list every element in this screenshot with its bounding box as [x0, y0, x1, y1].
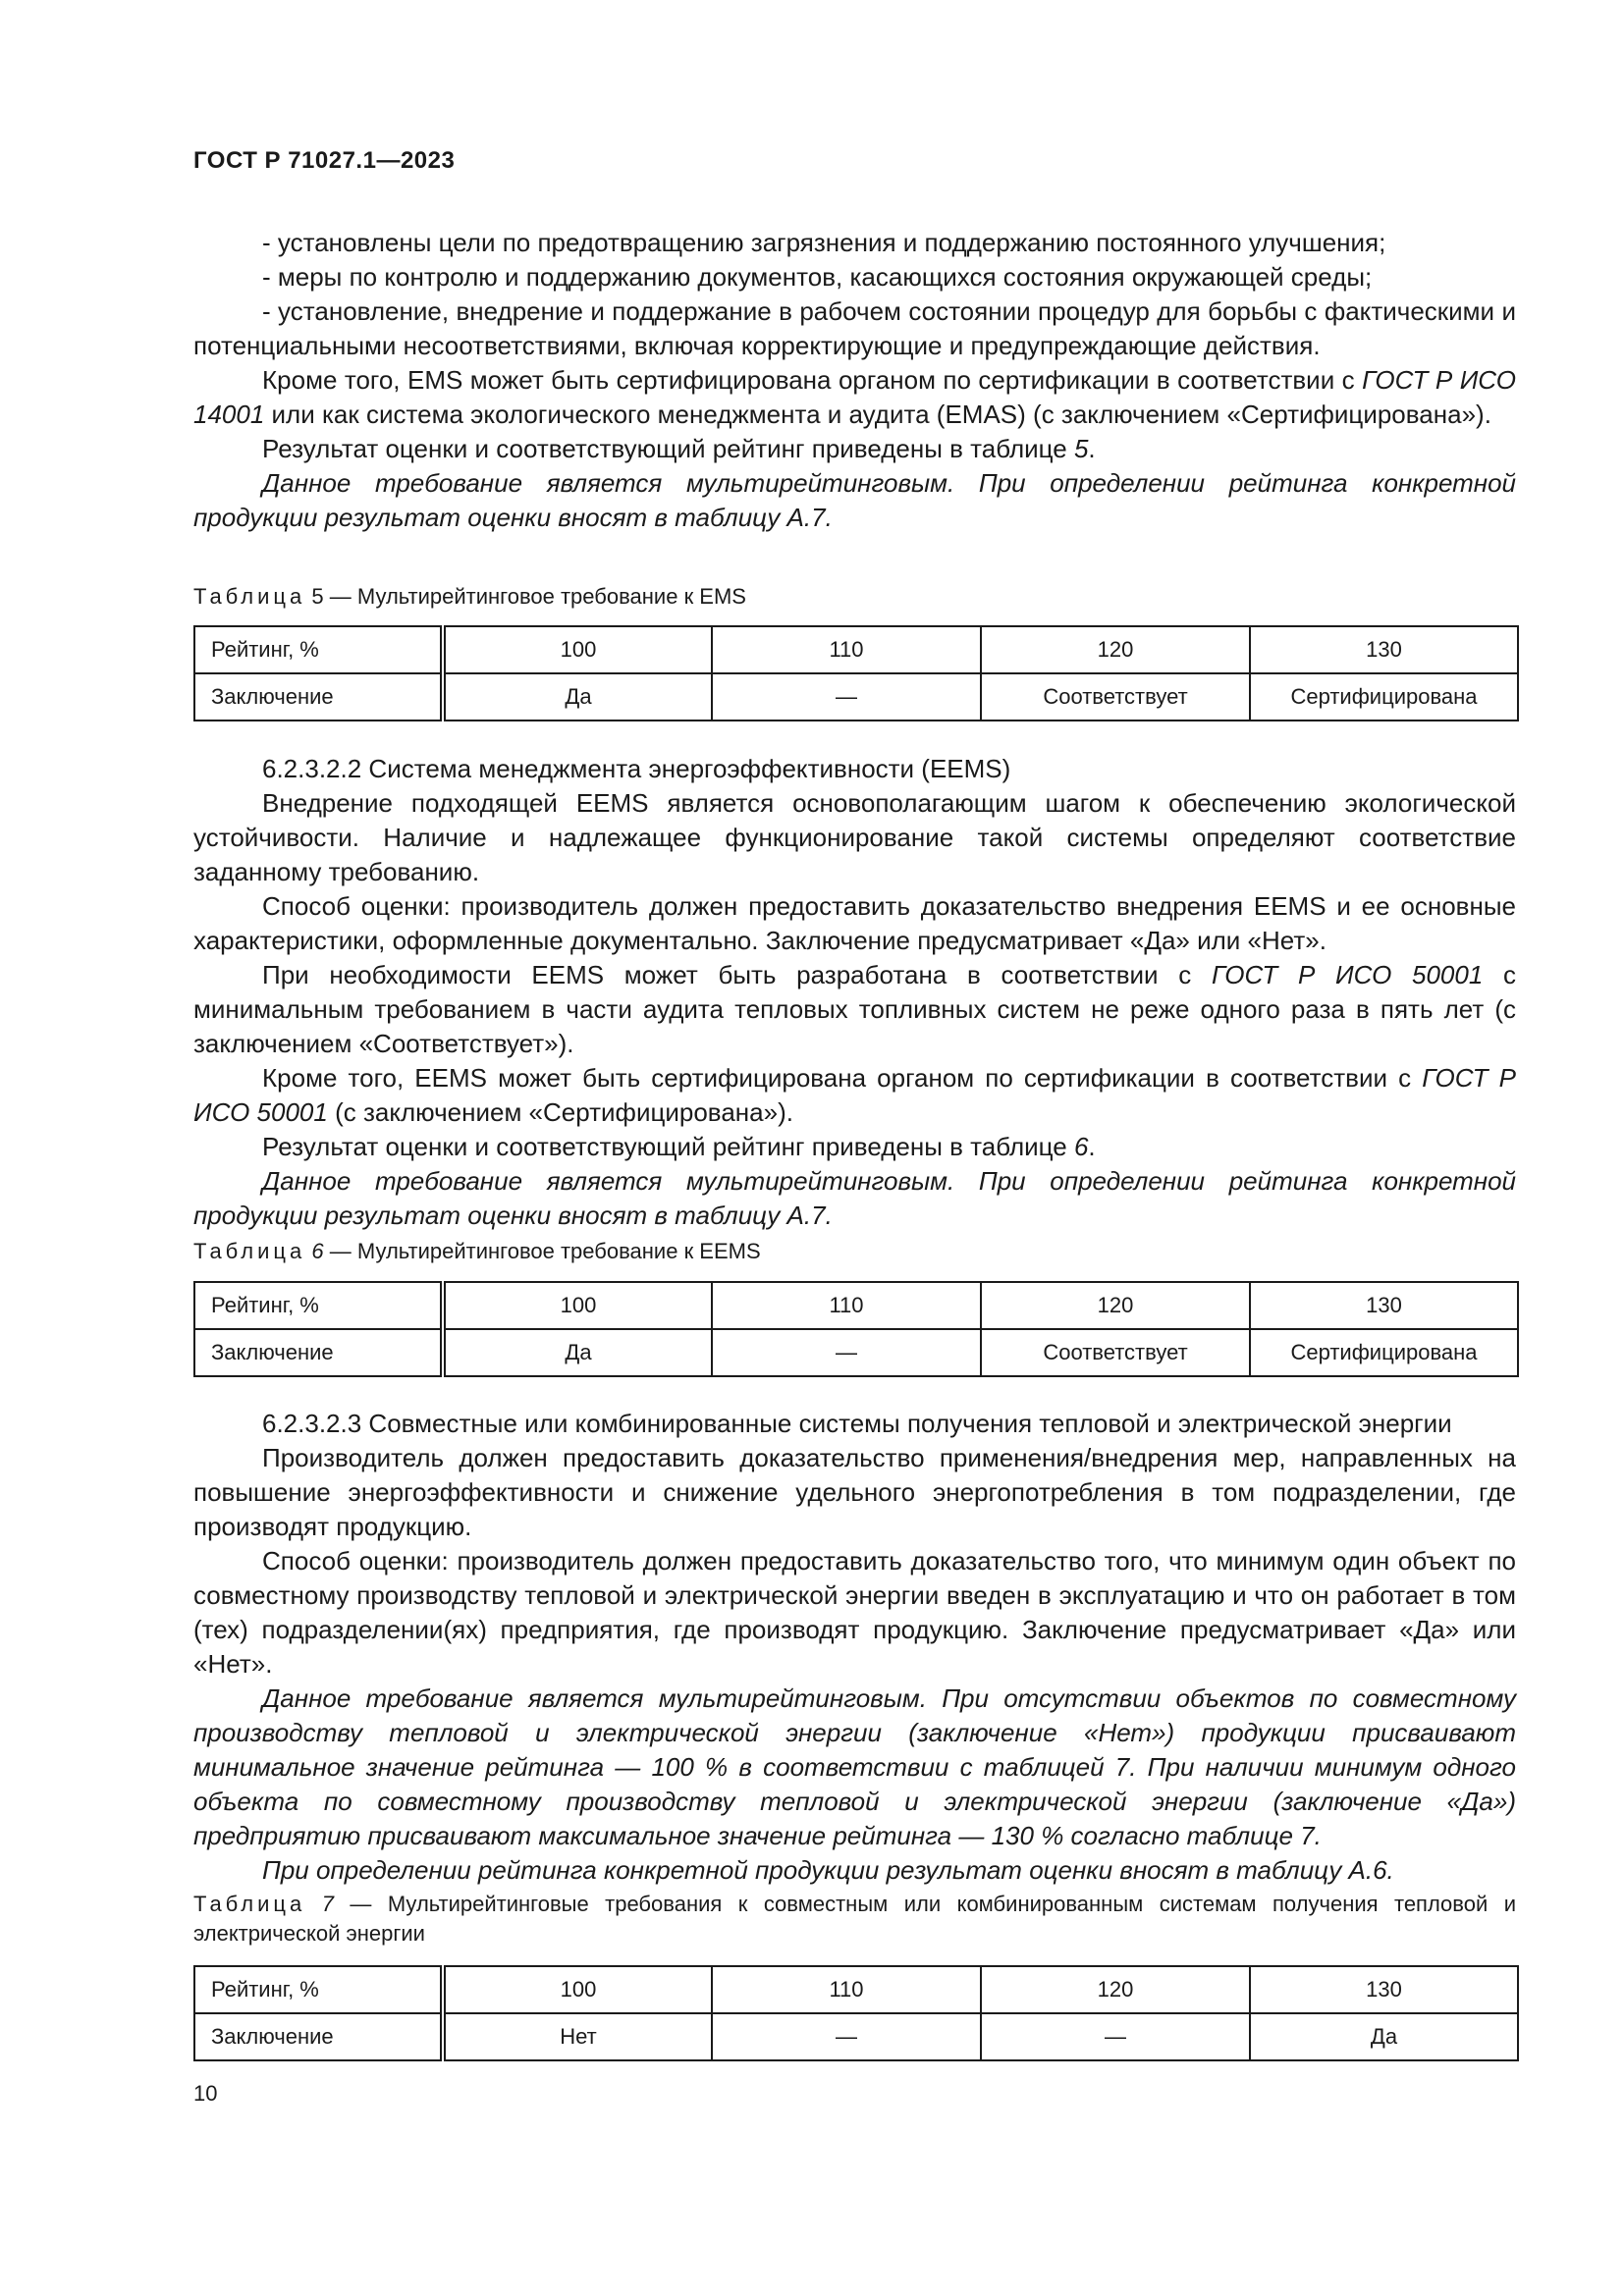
- row-label: Рейтинг, %: [194, 1282, 443, 1329]
- table-cell: Да: [443, 673, 712, 721]
- table-cell: Сертифицирована: [1250, 673, 1518, 721]
- caption-text: — Мультирейтинговое требование к EEMS: [323, 1239, 761, 1263]
- note-paragraph: Данное требование является мультирейтинговым. При определении рейтинга конкретной продукции результат оценки вносят в таблицу А.7.: [193, 1166, 1516, 1230]
- section-title: 6.2.3.2.3 Совместные или комбинированные системы получения тепловой и электрической энергии: [262, 1409, 1452, 1438]
- caption-number: 7: [321, 1892, 334, 1916]
- table-cell: —: [712, 2013, 981, 2060]
- section-chp-text: [193, 1407, 1516, 1888]
- row-label: Заключение: [194, 2013, 443, 2060]
- row-label: Рейтинг, %: [194, 626, 443, 673]
- section-ems-text: [193, 226, 1516, 535]
- table-5-caption: [193, 582, 1516, 612]
- page-number: 10: [193, 2081, 218, 2106]
- table-row: [194, 1282, 1518, 1329]
- table-row: [194, 1329, 1518, 1376]
- caption-number: 5: [311, 584, 324, 609]
- bullet-item: - установлены цели по предотвращению загрязнения и поддержанию постоянного улучшения;: [262, 228, 1386, 257]
- bullet-item: - меры по контролю и поддержанию документов, касающихся состояния окружающей среды;: [262, 262, 1373, 292]
- table-cell: 110: [712, 626, 981, 673]
- table-7-caption: [193, 1890, 1516, 1949]
- table-cell: Соответствует: [981, 673, 1250, 721]
- section-title: 6.2.3.2.2 Система менеджмента энергоэффективности (EEMS): [262, 754, 1011, 783]
- row-label: Заключение: [194, 673, 443, 721]
- table-cell: Да: [1250, 2013, 1518, 2060]
- paragraph: Производитель должен предоставить доказательство применения/внедрения мер, направленных на повышение энергоэффективности и снижение удельного энергопотребления в том подразделении, где производят продукцию.: [193, 1443, 1516, 1541]
- caption-word: Таблица: [193, 1892, 306, 1916]
- table-cell: —: [981, 2013, 1250, 2060]
- paragraph: Результат оценки и соответствующий рейтинг приведены в таблице 5.: [262, 434, 1096, 463]
- row-label: Заключение: [194, 1329, 443, 1376]
- standard-reference: ГОСТ Р ИСО 50001: [1211, 960, 1484, 989]
- table-cell: 120: [981, 626, 1250, 673]
- standard-reference: ГОСТ Р ИСО 14001: [193, 365, 1517, 429]
- bullet-item: - установление, внедрение и поддержание в рабочем состоянии процедур для борьбы с фактическими и потенциальными несоответствиями, включая корректирующие и предупреждающие действия.: [193, 296, 1516, 360]
- table-cell: —: [712, 1329, 981, 1376]
- table-cell: —: [712, 673, 981, 721]
- paragraph: Способ оценки: производитель должен предоставить доказательство внедрения EEMS и ее основные характеристики, оформленные документально. Заключение предусматривает «Да» или «Нет».: [193, 891, 1516, 955]
- table-cell: 120: [981, 1966, 1250, 2013]
- table-reference: 6: [1073, 1132, 1089, 1161]
- caption-text: — Мультирейтинговые требования к совместным или комбинированным системам получения тепловой и электрической энергии: [193, 1892, 1516, 1946]
- table-cell: 100: [443, 626, 712, 673]
- table-row: [194, 673, 1518, 721]
- table-cell: 130: [1250, 1966, 1518, 2013]
- table-cell: 100: [443, 1282, 712, 1329]
- document-header: ГОСТ Р 71027.1—2023: [193, 147, 456, 174]
- row-label: Рейтинг, %: [194, 1966, 443, 2013]
- table-cell: Сертифицирована: [1250, 1329, 1518, 1376]
- paragraph: При необходимости EEMS может быть разработана в соответствии с ГОСТ Р ИСО 50001 с минимальным требованием в части аудита тепловых топливных систем не реже одного раза в пять лет (с заключением «Соответствует»).: [193, 960, 1516, 1058]
- table-row: [194, 626, 1518, 673]
- section-eems-text: [193, 752, 1516, 1233]
- table-cell: 130: [1250, 626, 1518, 673]
- table-6-caption: [193, 1237, 1516, 1266]
- paragraph: Кроме того, EMS может быть сертифицирована органом по сертификации в соответствии с ГОСТ Р ИСО 14001 или как система экологического менеджмента и аудита (EMAS) (с заключением «Сертифицирована»).: [193, 365, 1517, 429]
- table-row: [194, 2013, 1518, 2060]
- caption-word: Таблица: [193, 584, 306, 609]
- paragraph: Кроме того, EEMS может быть сертифицирована органом по сертификации в соответствии с ГОСТ Р ИСО 50001 (с заключением «Сертифицирована»).: [193, 1063, 1516, 1127]
- table-row: [194, 1966, 1518, 2013]
- paragraph: Способ оценки: производитель должен предоставить доказательство того, что минимум один объект по совместному производству тепловой и электрической энергии введен в эксплуатацию и что он работает в том (тех) подразделении(ях) предприятия, где производят продукцию. Заключение предусматривает «Да» или «Нет».: [193, 1546, 1516, 1679]
- caption-text: — Мультирейтинговое требование к EMS: [323, 584, 746, 609]
- caption-number: 6: [311, 1239, 324, 1263]
- table-cell: 120: [981, 1282, 1250, 1329]
- paragraph: Внедрение подходящей EEMS является основополагающим шагом к обеспечению экологической устойчивости. Наличие и надлежащее функционирование такой системы определяют соответствие заданному требованию.: [193, 788, 1516, 886]
- caption-word: Таблица: [193, 1239, 306, 1263]
- standard-reference: ГОСТ Р ИСО 50001: [193, 1063, 1516, 1127]
- table-7: [193, 1965, 1516, 2061]
- note-paragraph: Данное требование является мультирейтинговым. При отсутствии объектов по совместному производству тепловой и электрической энергии (заключение «Нет») продукции присваивают минимальное значение рейтинга — 100 % в соответствии с таблицей 7. При наличии минимум одного объекта по совместному производству тепловой и электрической энергии (заключение «Да») предприятию присваивают максимальное значение рейтинга — 130 % согласно таблице 7.: [193, 1683, 1516, 1850]
- table-cell: Нет: [443, 2013, 712, 2060]
- table-cell: 110: [712, 1966, 981, 2013]
- table-cell: 110: [712, 1282, 981, 1329]
- table-5: [193, 625, 1516, 721]
- table-cell: 100: [443, 1966, 712, 2013]
- table-cell: Да: [443, 1329, 712, 1376]
- note-paragraph: Данное требование является мультирейтинговым. При определении рейтинга конкретной продукции результат оценки вносят в таблицу А.7.: [193, 468, 1516, 532]
- paragraph: Результат оценки и соответствующий рейтинг приведены в таблице 6.: [262, 1132, 1096, 1161]
- table-cell: 130: [1250, 1282, 1518, 1329]
- table-6: [193, 1281, 1516, 1377]
- table-cell: Соответствует: [981, 1329, 1250, 1376]
- table-reference: 5: [1073, 434, 1089, 463]
- note-paragraph: При определении рейтинга конкретной продукции результат оценки вносят в таблицу А.6.: [262, 1855, 1394, 1885]
